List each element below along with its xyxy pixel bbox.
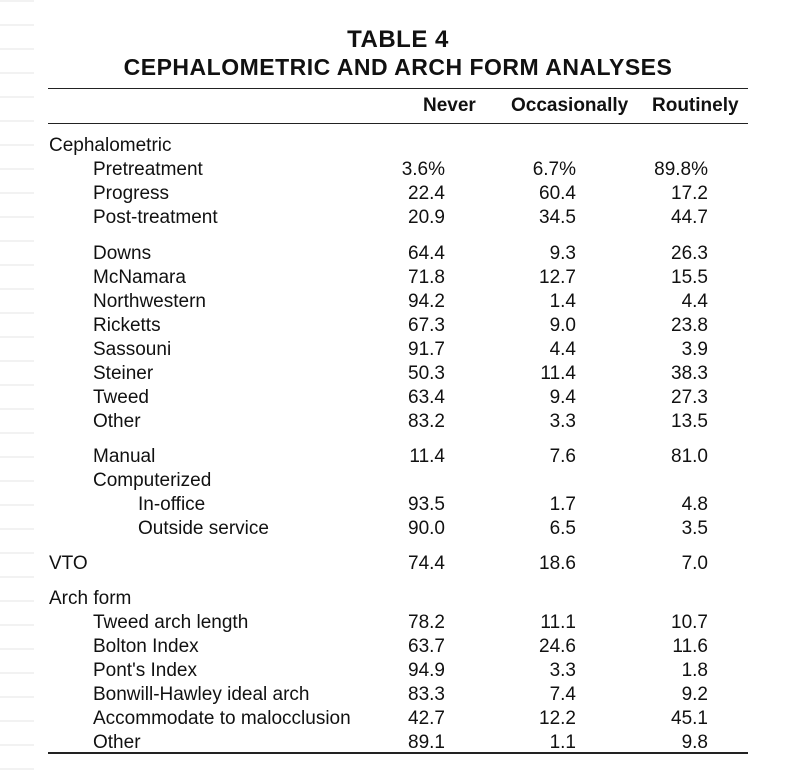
cell-never: 74.4 — [408, 553, 445, 574]
cell-routinely: 17.2 — [671, 183, 708, 204]
cell-occasionally: 1.4 — [549, 291, 576, 312]
row-label: Other — [93, 411, 141, 432]
cell-occasionally: 3.3 — [549, 660, 576, 681]
row-label: Cephalometric — [49, 135, 172, 156]
row-label: Post-treatment — [93, 207, 218, 228]
cell-occasionally: 11.4 — [540, 363, 576, 384]
cell-routinely: 10.7 — [671, 612, 708, 633]
cell-never: 93.5 — [408, 494, 445, 515]
cell-routinely: 26.3 — [671, 243, 708, 264]
cell-occasionally: 18.6 — [539, 553, 576, 574]
column-header-routinely: Routinely — [652, 95, 739, 116]
cell-occasionally: 9.3 — [549, 243, 576, 264]
row-label: Bolton Index — [93, 636, 199, 657]
cell-occasionally: 6.7% — [532, 159, 576, 180]
cell-routinely: 13.5 — [671, 411, 708, 432]
table-row — [0, 206, 800, 230]
cell-occasionally: 6.5 — [549, 518, 576, 539]
cell-never: 71.8 — [408, 267, 445, 288]
cell-routinely: 9.2 — [681, 684, 708, 705]
table-row — [0, 182, 800, 206]
cell-routinely: 23.8 — [671, 315, 708, 336]
row-label: Downs — [93, 243, 152, 264]
header-rule — [48, 123, 748, 124]
cell-occasionally: 9.4 — [549, 387, 576, 408]
table-row — [0, 611, 800, 635]
table-row — [0, 134, 800, 158]
table-row — [0, 158, 800, 182]
cell-never: 50.3 — [408, 363, 445, 384]
cell-occasionally: 11.1 — [540, 612, 576, 633]
row-label: Computerized — [93, 470, 212, 491]
cell-routinely: 27.3 — [671, 387, 708, 408]
table-row — [0, 445, 800, 469]
cell-routinely: 4.8 — [681, 494, 708, 515]
row-label: Arch form — [49, 588, 132, 609]
column-header-occasionally: Occasionally — [511, 95, 629, 116]
cell-occasionally: 12.2 — [539, 708, 576, 729]
cell-routinely: 81.0 — [671, 446, 708, 467]
cell-never: 78.2 — [408, 612, 445, 633]
table-row — [0, 659, 800, 683]
row-label: Pretreatment — [93, 159, 203, 180]
table-row — [0, 683, 800, 707]
row-label: Tweed arch length — [93, 612, 249, 633]
cell-never: 83.2 — [408, 411, 445, 432]
row-label: VTO — [49, 553, 88, 574]
table-row — [0, 266, 800, 290]
table-row — [0, 362, 800, 386]
cell-occasionally: 1.1 — [549, 732, 576, 753]
cell-routinely: 44.7 — [671, 207, 708, 228]
row-label: Accommodate to malocclusion — [93, 708, 351, 729]
table-row — [0, 493, 800, 517]
row-label: Steiner — [93, 363, 154, 384]
cell-routinely: 38.3 — [671, 363, 708, 384]
table-row — [0, 707, 800, 731]
cell-occasionally: 34.5 — [539, 207, 576, 228]
cell-occasionally: 4.4 — [549, 339, 576, 360]
cell-routinely: 1.8 — [681, 660, 708, 681]
cell-occasionally: 7.6 — [549, 446, 576, 467]
cell-routinely: 4.4 — [681, 291, 708, 312]
cell-occasionally: 7.4 — [549, 684, 576, 705]
cell-routinely: 89.8% — [654, 159, 708, 180]
row-label: Progress — [93, 183, 170, 204]
cell-never: 3.6% — [401, 159, 445, 180]
table-row — [0, 635, 800, 659]
cell-occasionally: 24.6 — [539, 636, 576, 657]
row-label: Pont's Index — [93, 660, 197, 681]
cell-never: 94.9 — [408, 660, 445, 681]
top-rule — [48, 88, 748, 89]
cell-never: 91.7 — [408, 339, 445, 360]
column-header-never: Never — [423, 95, 476, 116]
cell-never: 11.4 — [409, 446, 445, 467]
cell-routinely: 7.0 — [681, 553, 708, 574]
cell-occasionally: 60.4 — [539, 183, 576, 204]
row-label: Manual — [93, 446, 156, 467]
row-label: Northwestern — [93, 291, 206, 312]
table-row — [0, 338, 800, 362]
cell-never: 42.7 — [408, 708, 445, 729]
cell-never: 64.4 — [408, 243, 445, 264]
table-row — [0, 587, 800, 611]
table-row — [0, 410, 800, 434]
row-label: Other — [93, 732, 141, 753]
table-row — [0, 290, 800, 314]
row-label: Tweed — [93, 387, 149, 408]
table-row — [0, 517, 800, 541]
cell-never: 89.1 — [408, 732, 445, 753]
table-title: TABLE 4 — [347, 26, 449, 53]
row-label: McNamara — [93, 267, 186, 288]
row-label: Ricketts — [93, 315, 161, 336]
cell-routinely: 3.9 — [681, 339, 708, 360]
cell-never: 63.4 — [408, 387, 445, 408]
table-row — [0, 552, 800, 576]
cell-never: 63.7 — [408, 636, 445, 657]
cell-never: 90.0 — [408, 518, 445, 539]
cell-never: 20.9 — [408, 207, 445, 228]
cell-occasionally: 3.3 — [549, 411, 576, 432]
cell-routinely: 11.6 — [672, 636, 708, 657]
cell-occasionally: 1.7 — [549, 494, 576, 515]
cell-occasionally: 9.0 — [549, 315, 576, 336]
row-label: In-office — [138, 494, 206, 515]
cell-routinely: 15.5 — [671, 267, 708, 288]
cell-routinely: 9.8 — [681, 732, 708, 753]
cell-occasionally: 12.7 — [539, 267, 576, 288]
cell-routinely: 3.5 — [681, 518, 708, 539]
bottom-rule — [48, 752, 748, 754]
table-row — [0, 314, 800, 338]
cell-never: 22.4 — [408, 183, 445, 204]
cell-routinely: 45.1 — [671, 708, 708, 729]
row-label: Outside service — [138, 518, 269, 539]
table-subtitle: CEPHALOMETRIC AND ARCH FORM ANALYSES — [123, 54, 673, 80]
row-label: Bonwill-Hawley ideal arch — [93, 684, 310, 705]
cell-never: 67.3 — [408, 315, 445, 336]
cell-never: 83.3 — [408, 684, 445, 705]
table-row — [0, 242, 800, 266]
table-row — [0, 386, 800, 410]
row-label: Sassouni — [93, 339, 172, 360]
cell-never: 94.2 — [408, 291, 445, 312]
table-row — [0, 469, 800, 493]
